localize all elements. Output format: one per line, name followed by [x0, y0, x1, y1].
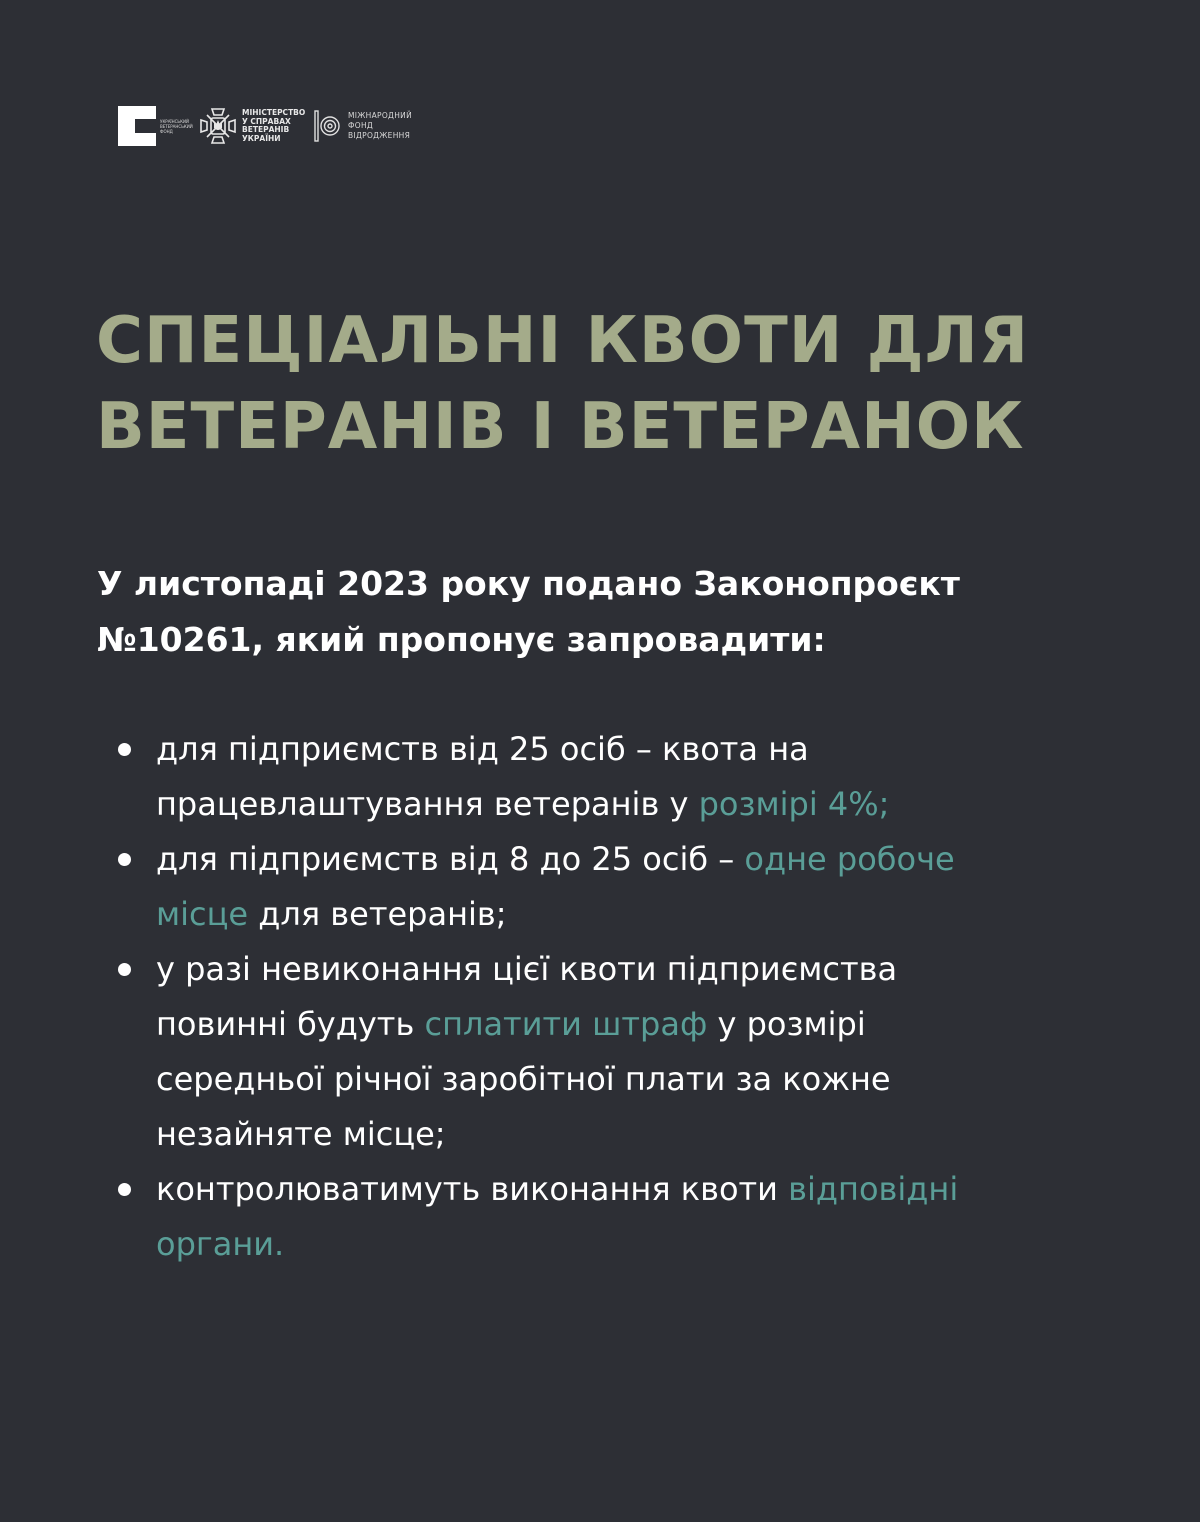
page-title: [96, 298, 1116, 470]
ministry-emblem-icon: [198, 106, 238, 146]
list-item-line: [156, 722, 1118, 777]
list-item: [118, 832, 1118, 942]
list-item-line: [156, 777, 1118, 832]
bullet-icon: [118, 1183, 131, 1196]
list-item-line: [156, 1107, 1118, 1162]
intro-line-2: №10261, який пропонує запровадити:: [97, 620, 826, 659]
list-text: контролюватимуть виконання квоти: [156, 1170, 789, 1208]
highlight-text: одне робоче: [744, 840, 955, 878]
bullet-icon: [118, 853, 131, 866]
list-text: у розмірі: [707, 1005, 866, 1043]
list-text: працевлаштування ветеранів у: [156, 785, 699, 823]
ministry-logo-text: [242, 109, 304, 143]
intro-text: [97, 556, 1097, 668]
list-text: для ветеранів;: [248, 895, 507, 933]
list-item: [118, 1162, 1118, 1272]
list-text: у разі невиконання цієї квоти підприємства: [156, 950, 898, 988]
highlight-text: органи.: [156, 1225, 285, 1263]
intro-line-1: У листопаді 2023 року подано Законопроєкт: [97, 564, 960, 603]
renaissance-text-line: МІЖНАРОДНИЙ: [348, 111, 412, 120]
ministry-text-line: МІНІСТЕРСТВО: [242, 108, 306, 117]
ministry-text-line: У СПРАВАХ: [242, 116, 291, 126]
partner-logos: [118, 104, 412, 148]
highlight-text: місце: [156, 895, 249, 933]
list-text: середньої річної заробітної плати за кожне: [156, 1060, 891, 1098]
bullet-icon: [118, 743, 131, 756]
renaissance-logo-text: [348, 111, 412, 141]
list-item-line: [156, 1052, 1118, 1107]
renaissance-text-line: ВІДРОДЖЕННЯ: [348, 131, 411, 140]
list-text: для підприємств від 25 осіб – квота на: [156, 730, 809, 768]
list-item-line: [156, 1217, 1118, 1272]
bullet-icon: [118, 963, 131, 976]
proposals-list: [118, 722, 1118, 1272]
ministry-text-line: УКРАЇНИ: [242, 133, 281, 143]
renaissance-foundation-logo: [314, 109, 412, 143]
veteran-fund-mark-icon: [118, 106, 156, 146]
list-item: [118, 942, 1118, 1162]
veteran-fund-logo-text: УКРАЇНСЬКИЙ ВЕТЕРАНСЬКИЙ ФОНД: [160, 118, 193, 134]
title-line-2: ВЕТЕРАНІВ І ВЕТЕРАНОК: [96, 390, 1025, 464]
list-item-line: [156, 942, 1118, 997]
renaissance-text-line: ФОНД: [348, 121, 374, 130]
title-line-1: СПЕЦІАЛЬНІ КВОТИ ДЛЯ: [96, 304, 1029, 378]
list-text: повинні будуть: [156, 1005, 425, 1043]
list-item-line: [156, 997, 1118, 1052]
list-item: [118, 722, 1118, 832]
list-item-line: [156, 832, 1118, 887]
list-item-line: [156, 887, 1118, 942]
ministry-logo: [198, 106, 304, 146]
renaissance-mark-icon: [314, 109, 340, 143]
list-text: для підприємств від 8 до 25 осіб –: [156, 840, 745, 878]
highlight-text: розмірі 4%;: [698, 785, 890, 823]
highlight-text: відповідні: [788, 1170, 959, 1208]
list-item-line: [156, 1162, 1118, 1217]
highlight-text: сплатити штраф: [424, 1005, 708, 1043]
ministry-text-line: ВЕТЕРАНІВ: [242, 125, 290, 134]
list-text: незайняте місце;: [156, 1115, 446, 1153]
veteran-fund-logo: [118, 106, 193, 146]
